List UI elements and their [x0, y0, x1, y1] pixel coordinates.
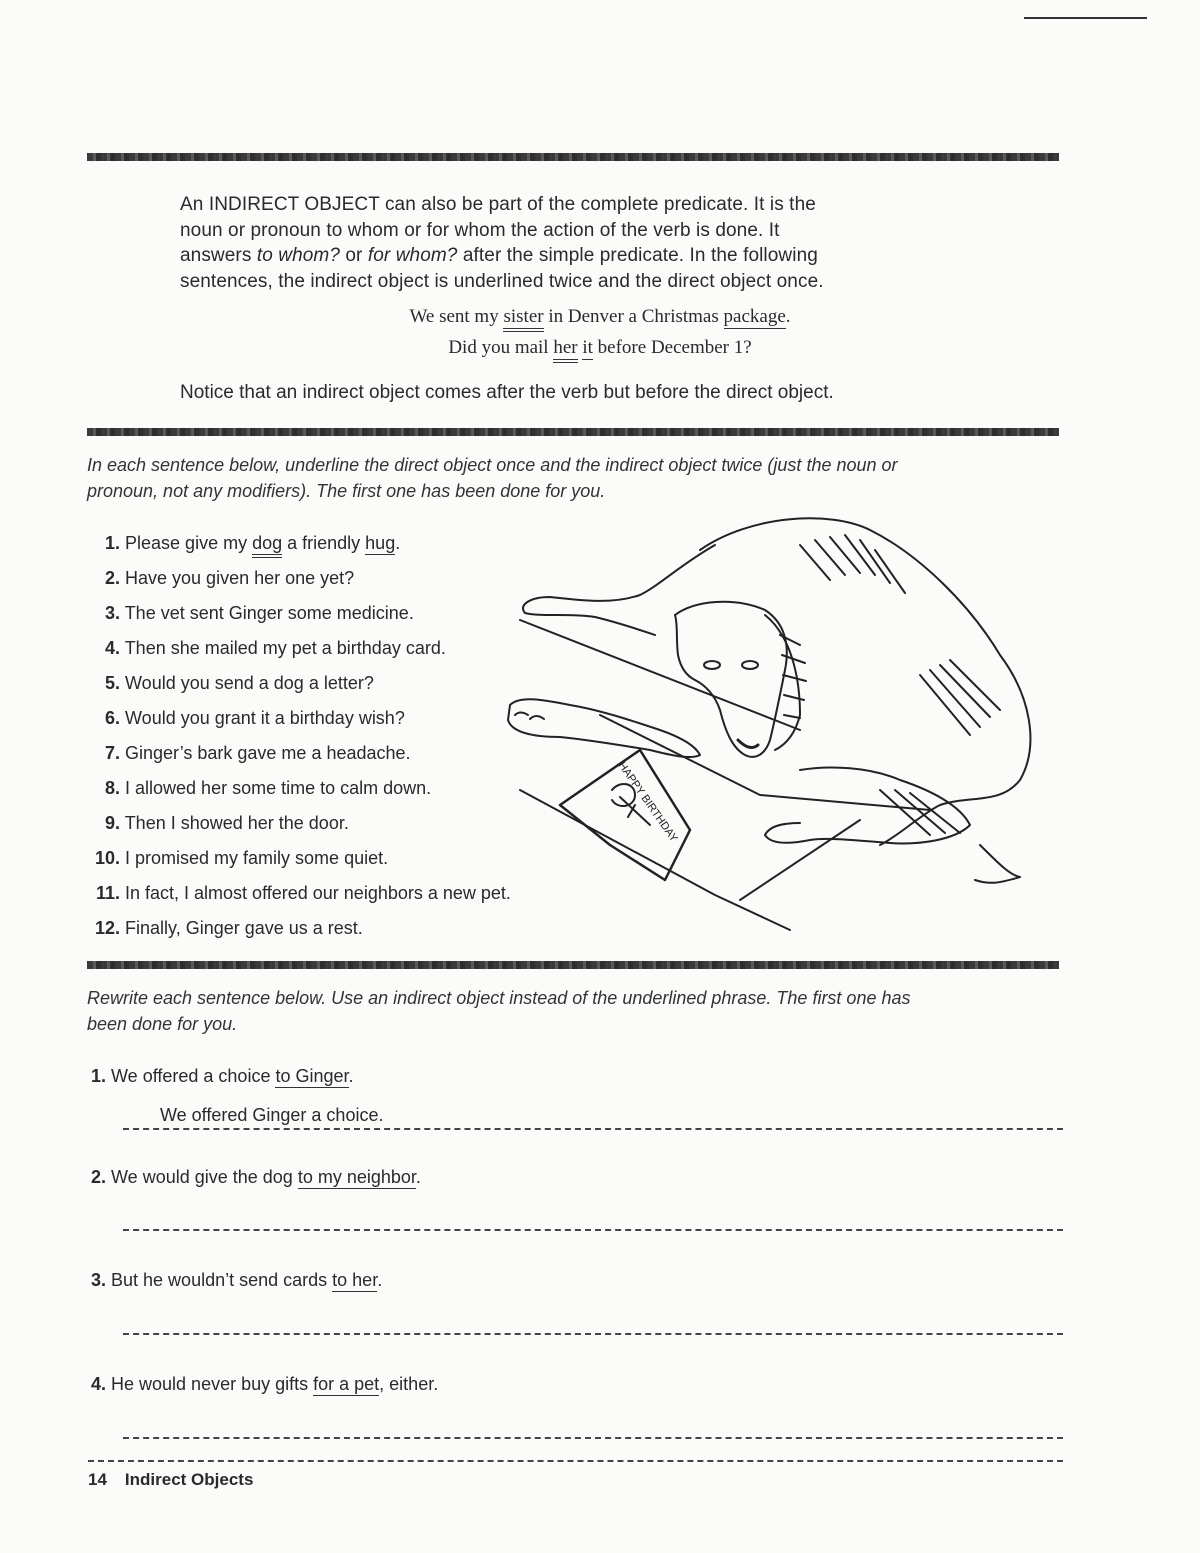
example-sentence-2 [0, 337, 1200, 359]
underlined-phrase: to her [332, 1270, 378, 1290]
example-text: . [785, 306, 791, 327]
direct-object: hug [365, 533, 396, 553]
item-text[interactable]: Would you grant it a birthday wish? [125, 708, 405, 728]
instruction-line: In each sentence below, underline the direct object once and the indirect object twice (just the noun or [87, 455, 898, 475]
item-number: 1. [104, 533, 120, 553]
item-number: 5. [104, 673, 120, 693]
item-number: 12. [94, 918, 120, 938]
direct-object: package [723, 306, 786, 327]
underlined-phrase: to Ginger [275, 1066, 349, 1086]
card-text: HAPPY BIRTHDAY [615, 759, 680, 845]
dog-illustration [500, 505, 1060, 935]
instruction-line: Rewrite each sentence below. Use an indirect object instead of the underlined phrase. The first one has [87, 988, 911, 1008]
example-text: before December 1? [592, 337, 752, 358]
section1-instructions [87, 452, 1047, 504]
example-text: in Denver a Christmas [543, 306, 724, 327]
item-number: 11. [95, 883, 120, 903]
item-number: 4. [104, 638, 120, 658]
item-text[interactable]: Have you given her one yet? [125, 568, 355, 588]
list-item [88, 638, 446, 659]
list-item [88, 533, 400, 554]
intro-line: An INDIRECT OBJECT can also be part of the complete predicate. It is the [180, 194, 816, 215]
item-text[interactable]: Would you send a dog a letter? [125, 673, 374, 693]
example-text: Did you mail [448, 337, 554, 358]
rewrite-item [88, 1066, 354, 1087]
section-divider [87, 428, 1059, 436]
rewrite-item [88, 1374, 438, 1395]
corner-mark [1024, 17, 1147, 19]
item-text[interactable]: In fact, I almost offered our neighbors a new pet. [125, 883, 511, 903]
section-divider [87, 961, 1059, 969]
item-text[interactable]: The vet sent Ginger some medicine. [124, 603, 414, 623]
item-number: 3. [104, 603, 120, 623]
list-item [88, 708, 405, 729]
indirect-object: dog [252, 533, 282, 558]
floor-line [520, 620, 800, 730]
answer-line[interactable] [123, 1437, 1063, 1439]
item-text: . [348, 1066, 354, 1086]
intro-line: noun or pronoun to whom or for whom the action of the verb is done. It [180, 219, 780, 241]
rewrite-item [88, 1167, 421, 1188]
item-number: 6. [104, 708, 120, 728]
item-text[interactable]: Then she mailed my pet a birthday card. [124, 638, 446, 658]
instruction-line: pronoun, not any modifiers). The first one has been done for you. [87, 481, 606, 501]
item-text: He would never buy gifts [111, 1374, 314, 1394]
item-text: We offered a choice [111, 1066, 276, 1086]
item-number: 4. [90, 1374, 106, 1394]
item-text: . [377, 1270, 383, 1290]
answer-line[interactable] [123, 1229, 1063, 1231]
instruction-line: been done for you. [87, 1014, 238, 1034]
page-footer [88, 1470, 253, 1490]
intro-text: after the simple predicate. In the following [457, 245, 818, 266]
underlined-phrase: to my neighbor [297, 1167, 416, 1187]
list-item [88, 603, 414, 624]
item-number: 2. [104, 568, 120, 588]
item-text[interactable]: Finally, Ginger gave us a rest. [125, 918, 363, 938]
underlined-phrase: for a pet [313, 1374, 380, 1394]
list-item [88, 778, 431, 799]
indirect-object: her [553, 337, 577, 363]
item-text: , either. [379, 1374, 439, 1394]
item-text[interactable]: I allowed her some time to calm down. [125, 778, 432, 798]
answer-text: We offered Ginger a choice. [160, 1105, 384, 1125]
section-divider [87, 153, 1059, 161]
item-text: We would give the dog [111, 1167, 298, 1187]
intro-line: sentences, the indirect object is underlined twice and the direct object once. [180, 270, 824, 292]
item-number: 8. [104, 778, 120, 798]
answer-line[interactable] [123, 1128, 1063, 1130]
item-number: 9. [104, 813, 120, 833]
example-sentence-1 [0, 306, 1200, 328]
item-number: 7. [104, 743, 120, 763]
intro-text: or [340, 245, 368, 266]
intro-italic: to whom? [256, 245, 341, 266]
item-text: . [395, 533, 401, 553]
list-item [88, 673, 374, 694]
item-text: But he wouldn’t send cards [111, 1270, 333, 1290]
intro-italic: for whom? [367, 245, 458, 266]
page-number: 14 [88, 1470, 107, 1489]
list-item [88, 918, 363, 939]
answer-line[interactable] [88, 1460, 1063, 1462]
section2-instructions [87, 985, 1047, 1037]
notice-text: Notice that an indirect object comes after the verb but before the direct object. [180, 382, 834, 403]
rewrite-item [88, 1270, 382, 1291]
item-text[interactable]: Ginger’s bark gave me a headache. [125, 743, 411, 763]
item-text: Please give my [125, 533, 253, 553]
item-text[interactable]: Then I showed her the door. [124, 813, 349, 833]
list-item [88, 848, 388, 869]
item-text: a friendly [282, 533, 366, 553]
item-number: 1. [90, 1066, 106, 1086]
indirect-object: sister [503, 306, 543, 332]
intro-line [180, 243, 940, 269]
list-item [88, 568, 354, 589]
list-item [88, 743, 411, 764]
answer-line[interactable] [123, 1333, 1063, 1335]
footer-title: Indirect Objects [124, 1470, 254, 1489]
intro-paragraph [180, 192, 940, 294]
intro-text: answers [180, 245, 257, 266]
item-text: . [415, 1167, 421, 1187]
item-number: 2. [90, 1167, 106, 1187]
list-item [88, 883, 511, 904]
item-text[interactable]: I promised my family some quiet. [125, 848, 389, 868]
item-number: 10. [94, 848, 120, 868]
item-number: 3. [90, 1270, 106, 1290]
direct-object: it [582, 337, 593, 358]
example-text: We sent my [409, 306, 504, 327]
list-item [88, 813, 349, 834]
